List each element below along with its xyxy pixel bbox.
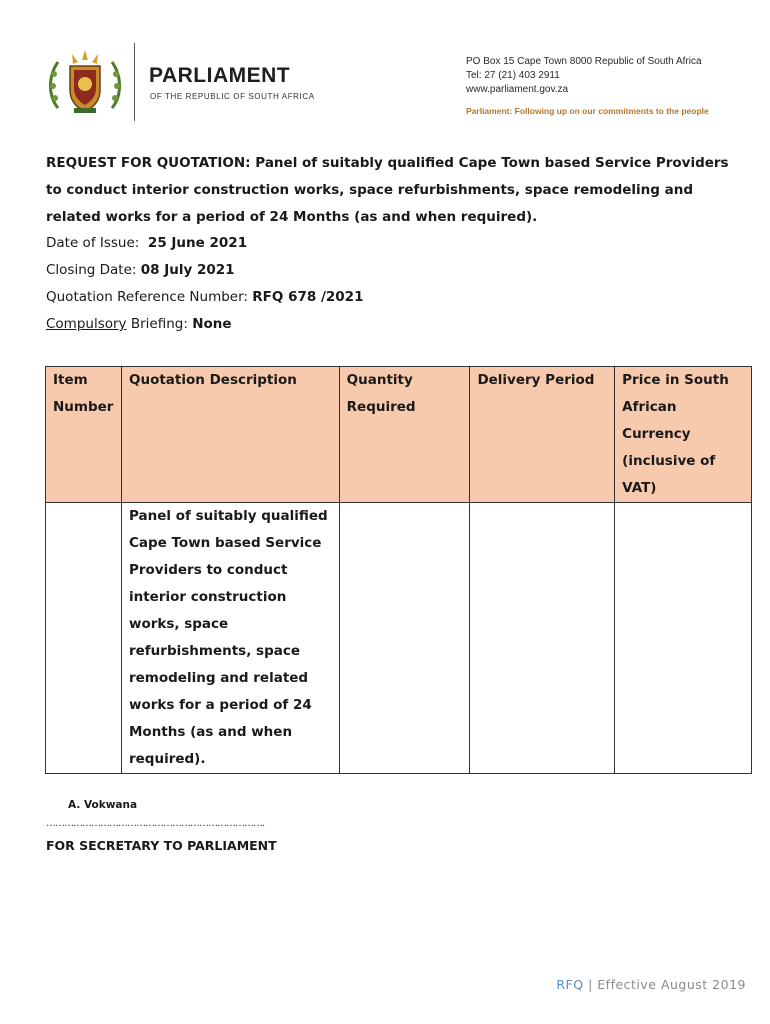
cell-item-number [46, 503, 122, 774]
reference-value: RFQ 678 /2021 [252, 289, 364, 305]
briefing-label-underlined: Compulsory [46, 316, 127, 332]
org-name: PARLIAMENT [149, 64, 291, 87]
cell-price [615, 503, 752, 774]
address: PO Box 15 Cape Town 8000 Republic of South Africa [466, 56, 702, 67]
header-delivery-period: Delivery Period [470, 367, 615, 503]
page-footer [556, 977, 746, 992]
header-item-number: Item Number [46, 367, 122, 503]
contact-block [466, 55, 709, 118]
table-header-row [46, 367, 752, 503]
request-title-line: to conduct interior construction works, space refurbishments, space remodeling and [46, 182, 694, 198]
header-price: Price in South African Currency (inclusive of VAT) [615, 367, 752, 503]
quotation-table [45, 366, 752, 774]
closing-date-label: Closing Date: [46, 262, 137, 278]
header-divider [134, 43, 135, 121]
closing-date-row [46, 257, 363, 284]
briefing-row [46, 311, 363, 338]
reference-label: Quotation Reference Number: [46, 289, 248, 305]
website-link[interactable]: www.parliament.gov.za [466, 84, 569, 95]
header-quotation-description: Quotation Description [121, 367, 339, 503]
request-title-line: related works for a period of 24 Months (as and when required). [46, 209, 538, 225]
request-meta [46, 230, 363, 338]
footer-rfq: RFQ [556, 977, 584, 992]
cell-delivery [470, 503, 615, 774]
issue-date-label: Date of Issue: [46, 235, 140, 251]
coat-of-arms-icon [44, 46, 126, 118]
header-quantity-required: Quantity Required [339, 367, 470, 503]
issue-date-row [46, 230, 363, 257]
table-row [46, 503, 752, 774]
telephone: Tel: 27 (21) 403 2911 [466, 70, 560, 81]
cell-description: Panel of suitably qualified Cape Town based Service Providers to conduct interior construction works, space refurbishments, space remodeling and related works for a period of 24 Months (as and when required). [121, 503, 339, 774]
tagline: Parliament: Following up on our commitments to the people [466, 106, 709, 116]
request-title-line: REQUEST FOR QUOTATION: Panel of suitably qualified Cape Town based Service Providers [46, 155, 729, 171]
issue-date-value: 25 June 2021 [147, 235, 248, 251]
footer-separator: | [588, 977, 593, 992]
request-title [46, 150, 746, 231]
cell-quantity [339, 503, 470, 774]
briefing-value: None [192, 316, 232, 332]
briefing-label: Briefing: [130, 316, 188, 332]
signatory-name: A. Vokwana [68, 799, 138, 811]
org-subtitle: OF THE REPUBLIC OF SOUTH AFRICA [150, 92, 315, 101]
reference-row [46, 284, 363, 311]
closing-date-value: 08 July 2021 [140, 262, 235, 278]
signature-line: ………………………………………………………………. [46, 818, 265, 829]
footer-effective: Effective August 2019 [597, 977, 746, 992]
signatory-role: FOR SECRETARY TO PARLIAMENT [46, 838, 277, 853]
